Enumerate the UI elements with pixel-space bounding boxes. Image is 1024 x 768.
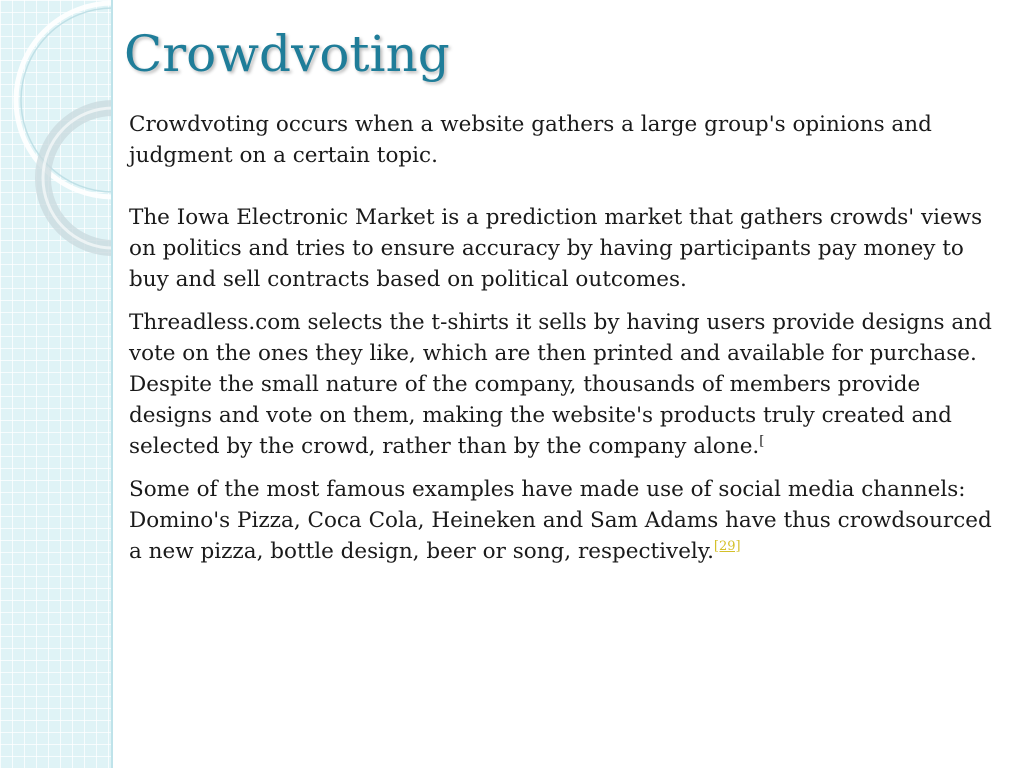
citation-link-29[interactable]: [29] — [713, 538, 741, 554]
paragraph-famous-examples — [129, 474, 995, 567]
paragraph-crowdvoting-definition — [129, 109, 995, 171]
decorative-side-panel — [0, 0, 113, 768]
paragraph-iowa-electronic-market — [129, 202, 995, 295]
panel-divider — [111, 0, 113, 768]
citation-bracket: [ — [759, 433, 765, 449]
paragraph-text: The Iowa Electronic Market is a prediction market that gathers crowds' views on politics and tries to ensure accuracy by having participants pay money to buy and sell contracts based on political outcomes. — [129, 205, 983, 292]
paragraph-threadless — [129, 307, 995, 462]
paragraph-text: Crowdvoting occurs when a website gathers a large group's opinions and judgment on a certain topic. — [129, 112, 932, 168]
paragraph-text: Some of the most famous examples have made use of social media channels: Domino's Pizza, Coca Cola, Heineken and Sam Adams have thus crowdsourced a new pizza, bottle design, beer or song, respectively. — [129, 477, 992, 564]
paragraph-text: Threadless.com selects the t-shirts it sells by having users provide designs and vote on the ones they like, which are then printed and available for purchase. Despite the small nature of the company, thousands of members provide designs and vote on them, making the website's products truly created and selected by the crowd, rather than by the company alone. — [129, 310, 992, 459]
decorative-rings — [0, 0, 113, 768]
slide-title: Crowdvoting — [124, 25, 450, 83]
slide-body — [129, 109, 995, 567]
